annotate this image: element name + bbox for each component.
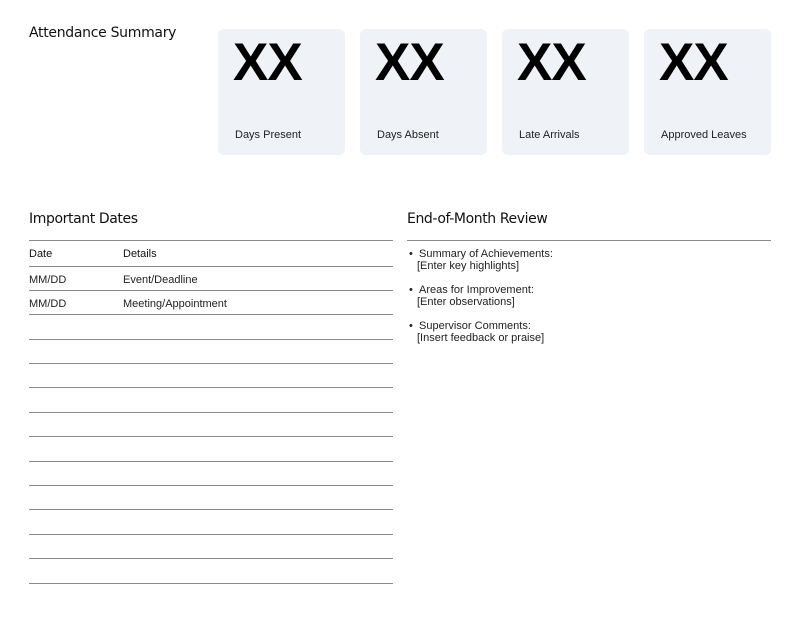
stat-value: XX <box>659 33 728 92</box>
important-dates-title: Important Dates <box>29 211 138 227</box>
stat-card-days-absent <box>360 29 487 155</box>
stat-label: Days Absent <box>377 129 439 141</box>
stat-label: Approved Leaves <box>661 129 747 141</box>
stat-label: Days Present <box>235 129 302 141</box>
column-header-date: Date <box>29 248 53 260</box>
bullet-icon: • <box>409 248 413 260</box>
review-item-placeholder[interactable]: [Enter key highlights] <box>417 260 520 272</box>
bullet-icon: • <box>409 320 413 332</box>
review-list <box>407 248 771 356</box>
review-divider <box>407 240 771 241</box>
stat-value: XX <box>517 33 586 92</box>
table-row[interactable] <box>29 267 393 291</box>
table-row[interactable] <box>29 535 393 559</box>
attendance-summary-title: Attendance Summary <box>29 25 177 41</box>
review-item-achievements <box>407 248 771 272</box>
table-row[interactable] <box>29 340 393 364</box>
review-item-placeholder[interactable]: [Insert feedback or praise] <box>417 332 545 344</box>
stat-label: Late Arrivals <box>519 129 580 141</box>
table-row[interactable] <box>29 559 393 583</box>
table-row[interactable] <box>29 437 393 461</box>
table-row[interactable] <box>29 511 393 535</box>
column-header-details: Details <box>123 248 157 260</box>
review-item-label: Supervisor Comments: <box>419 320 531 332</box>
table-row[interactable] <box>29 413 393 437</box>
table-header-row <box>29 241 393 267</box>
review-item-label: Summary of Achievements: <box>419 248 553 260</box>
stat-value: XX <box>233 33 302 92</box>
table-row[interactable] <box>29 315 393 339</box>
table-row[interactable] <box>29 486 393 510</box>
bullet-icon: • <box>409 284 413 296</box>
stat-card-approved-leaves <box>644 29 771 155</box>
table-row[interactable] <box>29 462 393 486</box>
review-item-placeholder[interactable]: [Enter observations] <box>417 296 515 308</box>
review-item-improvement <box>407 284 771 308</box>
review-item-label: Areas for Improvement: <box>419 284 534 296</box>
details-cell: Meeting/Appointment <box>123 297 227 310</box>
table-row[interactable] <box>29 364 393 388</box>
date-cell: MM/DD <box>29 297 67 310</box>
table-row[interactable] <box>29 389 393 413</box>
review-item-supervisor-comments <box>407 320 771 344</box>
end-of-month-review-title: End-of-Month Review <box>407 211 548 227</box>
date-cell: MM/DD <box>29 273 67 286</box>
table-row[interactable] <box>29 291 393 315</box>
stat-card-days-present <box>218 29 345 155</box>
details-cell: Event/Deadline <box>123 273 198 286</box>
stat-card-late-arrivals <box>502 29 629 155</box>
stat-value: XX <box>375 33 444 92</box>
